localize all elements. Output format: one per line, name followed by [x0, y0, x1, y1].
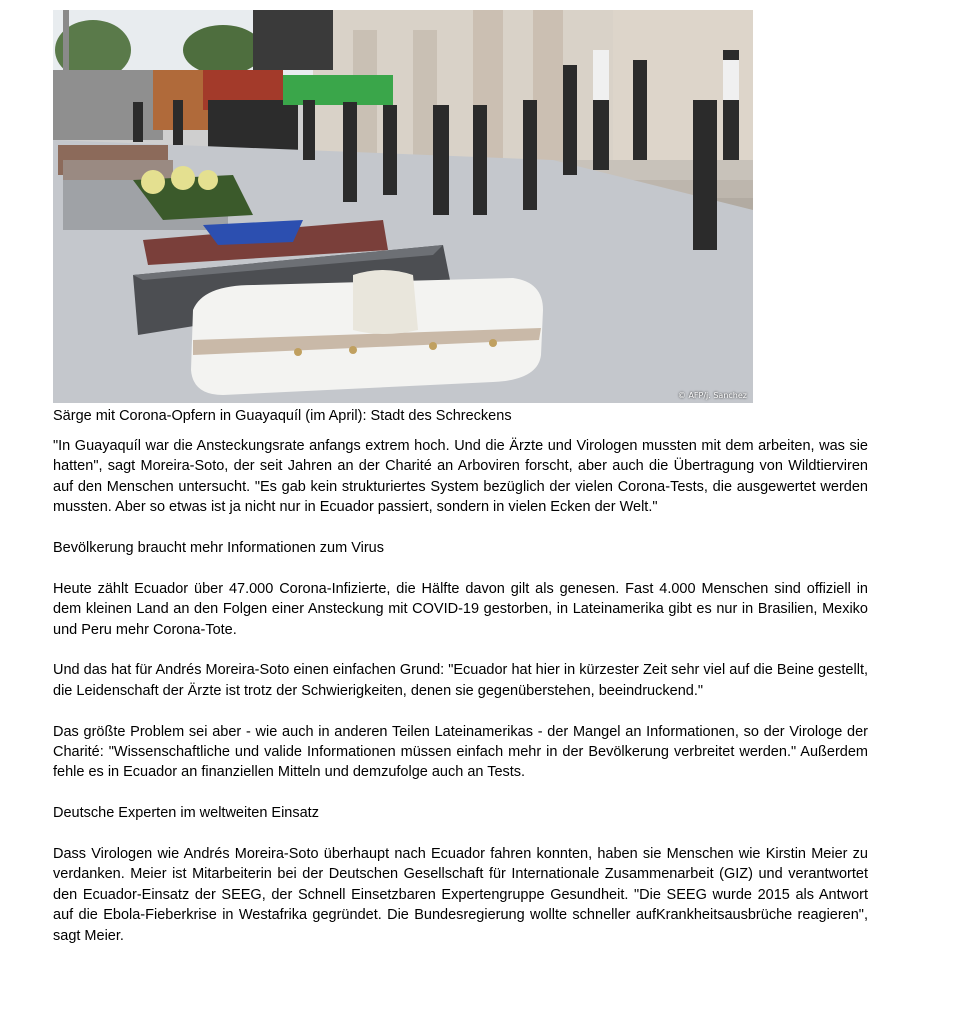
article-photo [53, 10, 753, 403]
paragraph: Dass Virologen wie Andrés Moreira-Soto überhaupt nach Ecuador fahren konnten, haben sie Menschen wie Kirstin Meier zu verdanken. Meier ist Mitarbeiterin bei der Deutschen Gesellschaft für Internationale Zusammenarbeit (GIZ) und verantwortet den Ecuador-Einsatz der SEEG, der Schnell Einsetzbaren Expertengruppe Gesundheit. "Die SEEG wurde 2015 als Antwort auf die Ebola-Fieberkrise in Westafrika gegründet. Die Bundesregierung wollte schneller aufKrankheitsausbrüche reagieren", sagt Meier. [53, 846, 868, 944]
article [53, 10, 868, 966]
article-body [53, 436, 868, 946]
subheading: Deutsche Experten im weltweiten Einsatz [53, 805, 319, 822]
paragraph: Das größte Problem sei aber - wie auch in anderen Teilen Lateinamerikas - der Mangel an Informationen, so der Virologe der Charité: "Wissenschaftliche und valide Informationen müssen einfach mehr in der Bevölkerung verbreitet werden." Außerdem fehle es in Ecuador an finanziellen Mitteln und demzufolge auch an Tests. [53, 723, 868, 781]
photo-credit: © AFP/j. Sanchez [677, 391, 747, 400]
coffins-photo-illustration [53, 10, 753, 403]
subheading: Bevölkerung braucht mehr Informationen zum Virus [53, 540, 384, 557]
photo-caption: Särge mit Corona-Opfern in Guayaquíl (im April): Stadt des Schreckens [53, 408, 512, 424]
paragraph: Und das hat für Andrés Moreira-Soto einen einfachen Grund: "Ecuador hat hier in kürzester Zeit sehr viel auf die Beine gestellt, die Leidenschaft der Ärzte ist trotz der Schwierigkeiten, denen sie gegenüberstehen, beeindruckend." [53, 662, 868, 699]
paragraph: "In Guayaquíl war die Ansteckungsrate anfangs extrem hoch. Und die Ärzte und Virologen mussten mit dem arbeiten, was sie hatten", sagt Moreira-Soto, der seit Jahren an der Charité an Arboviren forscht, aber auch die Übertragung von Wildtierviren auf den Menschen untersucht. "Es gab kein strukturiertes System bezüglich der vielen Corona-Tests, die ausgewertet werden mussten. Aber so etwas ist ja nicht nur in Ecuador passiert, sondern in vielen Ecken der Welt." [53, 438, 868, 516]
paragraph: Heute zählt Ecuador über 47.000 Corona-Infizierte, die Hälfte davon gilt als genesen. Fast 4.000 Menschen sind offiziell in dem kleinen Land an den Folgen einer Ansteckung mit COVID-19 gestorben, in Lateinamerika gibt es nur in Brasilien, Mexiko und Peru mehr Corona-Tote. [53, 580, 868, 638]
